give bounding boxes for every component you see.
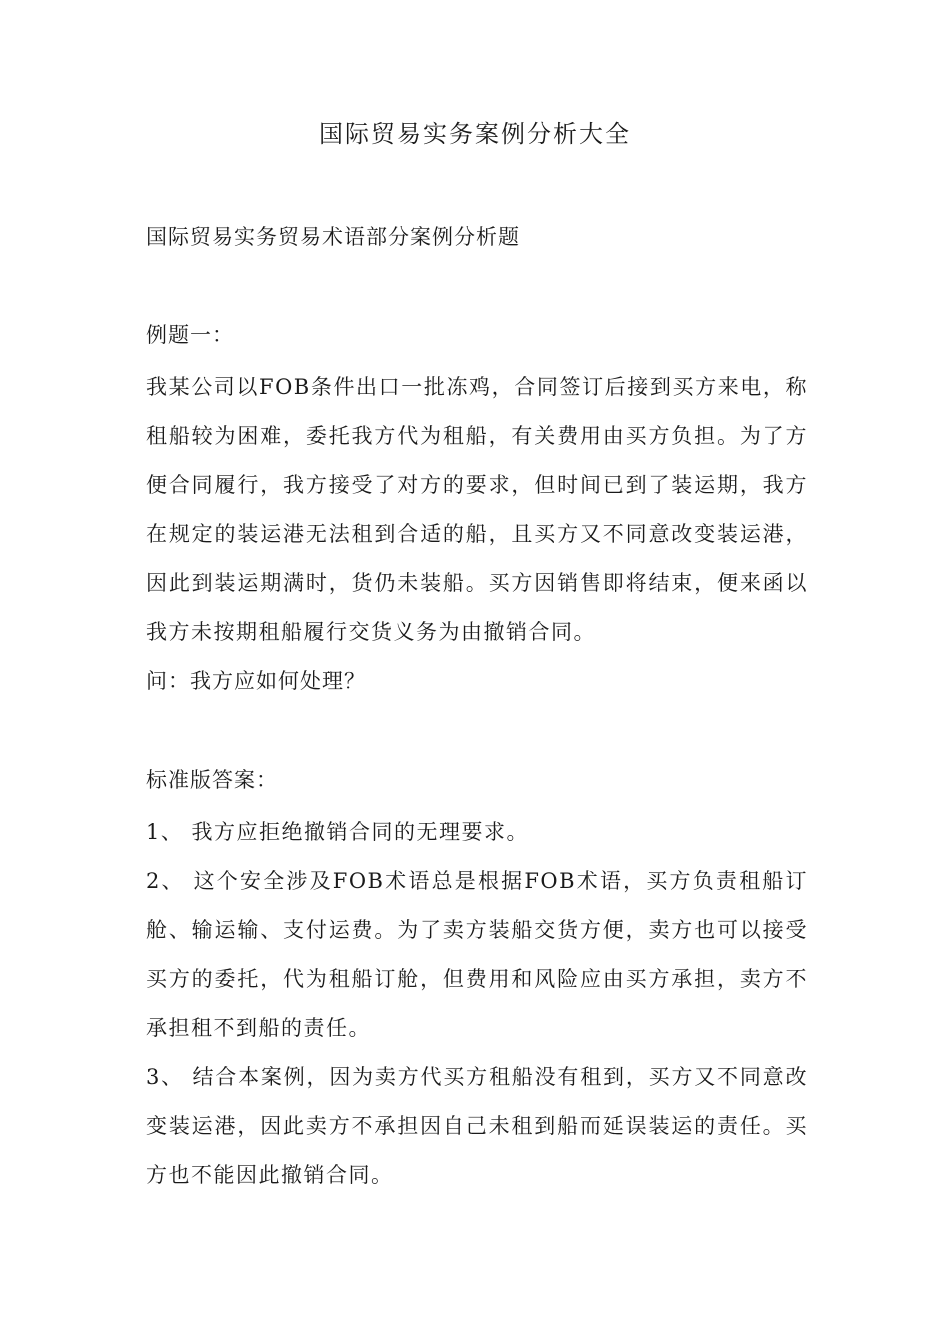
answer-item: 2、 这个安全涉及FOB术语总是根据FOB术语，买方负责租船订舱、输运输、支付运费。为了卖方装船交货方便，卖方也可以接受买方的委托，代为租船订舱，但费用和风险应由买方承担，卖方不承担租不到船的责任。 — [146, 869, 808, 1040]
example-label: 例题一： — [146, 323, 234, 347]
document-subtitle: 国际贸易实务贸易术语部分案例分析题 — [146, 225, 520, 249]
document-title: 国际贸易实务案例分析大全 — [319, 120, 631, 148]
answer-item: 1、 我方应拒绝撤销合同的无理要求。 — [146, 820, 530, 844]
answer-item: 3、 结合本案例，因为卖方代买方租船没有租到，买方又不同意改变装运港，因此卖方不承担因自己未租到船而延误装运的责任。买方也不能因此撤销合同。 — [146, 1065, 808, 1187]
question-body: 我某公司以FOB条件出口一批冻鸡，合同签订后接到买方来电，称租船较为困难，委托我方代为租船，有关费用由买方负担。为了方便合同履行，我方接受了对方的要求，但时间已到了装运期，我方在规定的装运港无法租到合适的船，且买方又不同意改变装运港，因此到装运期满时，货仍未装船。买方因销售即将结束，便来函以我方未按期租船履行交货义务为由撤销合同。 — [146, 375, 808, 644]
answer-label: 标准版答案： — [146, 768, 278, 792]
question-prompt: 问：我方应如何处理？ — [146, 669, 366, 693]
